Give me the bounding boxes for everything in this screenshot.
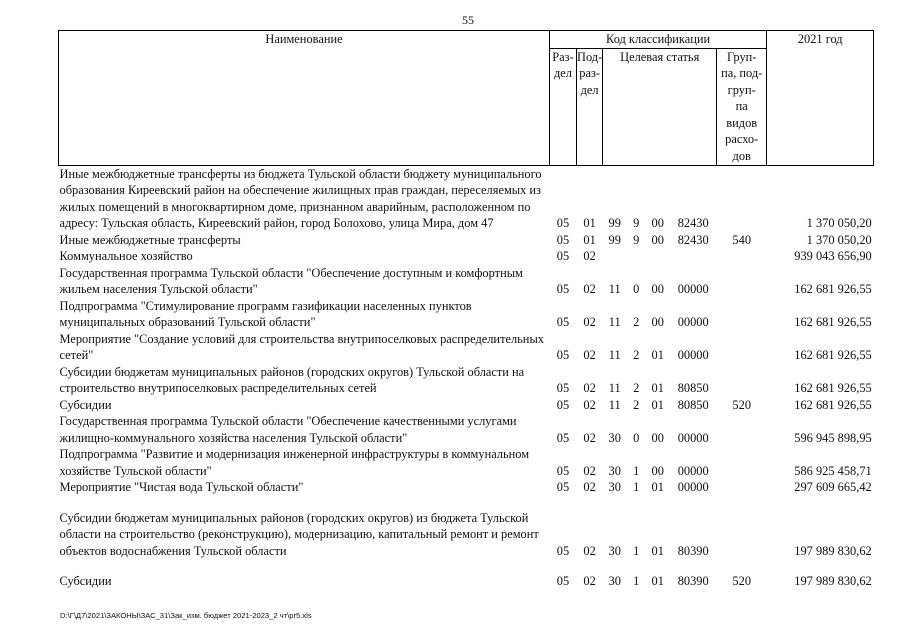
header-expense-group-line: дов (732, 148, 751, 163)
row-expense-group: 520 (732, 574, 752, 588)
row-expense-group (717, 331, 767, 364)
row-expense-group (717, 364, 767, 397)
row-podrazdel: 02 (583, 381, 596, 395)
row-expense-group (717, 446, 767, 479)
row-podrazdel: 01 (583, 216, 596, 230)
row-target-article-direction: 00000 (677, 282, 709, 296)
header-expense-group-line: расхо- (725, 132, 759, 146)
row-target-article-direction: 00000 (677, 463, 709, 478)
row-name: Субсидии бюджетам муниципальных районов (городских округов) из бюджета Тульской области на строительство (реконструкцию), модернизацию, капитальный ремонт и ремонт объектов водоснабжения Тульской области (59, 510, 539, 558)
row-target-article-program: 30 (608, 480, 621, 494)
row-target-article-direction: 80850 (677, 381, 709, 395)
row-podrazdel: 02 (583, 249, 596, 263)
table-row (59, 397, 874, 414)
table-row (59, 331, 874, 364)
header-podrazdel-line: Под- (577, 49, 603, 64)
header-name: Наименование (59, 31, 550, 166)
row-name: Мероприятие "Создание условий для строительства внутрипоселковых распределительных сетей" (59, 331, 544, 362)
row-target-article-subprogram: 2 (633, 315, 640, 329)
row-razdel: 05 (556, 463, 570, 478)
budget-table (58, 30, 874, 590)
row-target-article-direction: 00000 (677, 430, 709, 445)
row-name: Государственная программа Тульской области "Обеспечение качественными услугами жилищно-коммунального хозяйства населения Тульской области" (59, 414, 517, 445)
header-year: 2021 год (767, 31, 874, 166)
row-sum: 197 989 830,62 (794, 574, 872, 588)
row-target-article-program (603, 248, 627, 265)
table-row (59, 298, 874, 331)
row-target-article-event: 01 (651, 397, 664, 412)
row-name: Субсидии (59, 574, 112, 588)
row-sum: 162 681 926,55 (794, 348, 872, 362)
row-expense-group (717, 265, 767, 298)
table-row (59, 232, 874, 249)
row-target-article-program: 30 (608, 543, 621, 558)
page-number: 55 (462, 13, 474, 27)
row-target-article-direction: 80390 (677, 574, 709, 588)
row-sum: 939 043 656,90 (794, 249, 872, 263)
header-target-article: Целевая статья (603, 48, 717, 165)
row-target-article-subprogram: 1 (633, 463, 640, 478)
table-row (59, 446, 874, 479)
table-row (59, 413, 874, 446)
row-expense-group: 540 (732, 232, 752, 247)
row-target-article-event: 00 (651, 463, 664, 478)
row-target-article-direction: 00000 (677, 480, 709, 494)
row-razdel: 05 (556, 480, 570, 494)
table-header (59, 31, 874, 166)
row-expense-group: 520 (732, 397, 752, 412)
row-razdel: 05 (556, 397, 570, 412)
row-sum: 162 681 926,55 (794, 397, 872, 412)
row-podrazdel: 01 (583, 232, 596, 247)
table-row (59, 364, 874, 397)
row-expense-group (717, 413, 767, 446)
row-razdel: 05 (556, 574, 570, 588)
row-target-article-subprogram (627, 248, 646, 265)
row-razdel: 05 (556, 232, 570, 247)
row-target-article-subprogram: 0 (633, 430, 640, 445)
row-name: Подпрограмма "Развитие и модернизация инженерной инфраструктуры в коммунальном хозяйстве Тульской области" (59, 447, 530, 478)
row-sum: 162 681 926,55 (794, 381, 872, 395)
row-expense-group (717, 496, 767, 560)
row-target-article-subprogram: 0 (633, 282, 640, 296)
row-name: Государственная программа Тульской области "Обеспечение доступным и комфортным жильем населения Тульской области" (59, 265, 523, 296)
header-expense-group-line: па, под- (721, 66, 763, 80)
header-razdel (550, 48, 577, 165)
row-target-article-subprogram: 2 (633, 397, 640, 412)
row-target-article-direction: 80850 (677, 397, 709, 412)
header-podrazdel (577, 48, 603, 165)
header-expense-group-line: Груп- (727, 49, 757, 64)
row-target-article-subprogram: 1 (633, 574, 640, 588)
row-name: Иные межбюджетные трансферты (59, 232, 241, 247)
row-expense-group (717, 248, 767, 265)
row-razdel: 05 (556, 249, 570, 263)
row-target-article-event: 01 (651, 381, 664, 395)
row-target-article-event: 01 (651, 480, 664, 494)
row-sum: 1 370 050,20 (806, 232, 872, 247)
table-row (59, 165, 874, 232)
row-target-article-program: 11 (608, 397, 621, 412)
row-razdel: 05 (556, 381, 570, 395)
row-podrazdel: 02 (583, 348, 596, 362)
row-podrazdel: 02 (583, 463, 596, 478)
row-target-article-program: 11 (608, 315, 621, 329)
row-sum: 596 945 898,95 (794, 430, 872, 445)
row-target-article-program: 30 (608, 574, 621, 588)
row-target-article-direction: 82430 (677, 216, 709, 230)
row-expense-group (717, 298, 767, 331)
row-razdel: 05 (556, 430, 570, 445)
row-podrazdel: 02 (583, 543, 596, 558)
row-sum: 297 609 665,42 (794, 480, 872, 494)
row-target-article-event: 00 (651, 315, 664, 329)
row-name: Коммунальное хозяйство (59, 249, 193, 263)
row-sum: 586 925 458,71 (794, 463, 872, 478)
row-target-article-event: 01 (651, 574, 664, 588)
row-target-article-program: 11 (608, 282, 621, 296)
table-row (59, 248, 874, 265)
row-sum: 1 370 050,20 (806, 216, 872, 230)
header-podrazdel-line: дел (580, 82, 599, 97)
header-razdel-line: дел (554, 66, 572, 80)
row-name: Иные межбюджетные трансферты из бюджета Тульской области бюджету муниципального образования Киреевский район на обеспечение жилищных прав граждан, переселяемых из жилых помещений в многоквартирном доме, признанном аварийным, расположенном по адресу: Тульская область, Киреевский район, город Болохово, улица Мира, дом 47 (59, 166, 542, 230)
header-expense-group-line: груп- (727, 82, 756, 97)
table-row (59, 265, 874, 298)
header-expense-group (717, 48, 767, 165)
row-expense-group (717, 479, 767, 496)
row-sum: 162 681 926,55 (794, 315, 872, 329)
row-podrazdel: 02 (583, 282, 596, 296)
row-target-article-program: 11 (608, 348, 621, 362)
row-razdel: 05 (556, 348, 570, 362)
table-row (59, 559, 874, 590)
table-row (59, 496, 874, 560)
row-target-article-event: 00 (651, 232, 664, 247)
header-expense-group-line: видов (726, 115, 758, 130)
row-target-article-event: 00 (651, 430, 664, 445)
row-sum: 162 681 926,55 (794, 282, 872, 296)
row-podrazdel: 02 (583, 480, 596, 494)
table-body (59, 165, 874, 590)
row-target-article-program: 30 (608, 463, 621, 478)
row-target-article-direction: 00000 (677, 348, 709, 362)
row-podrazdel: 02 (583, 574, 596, 588)
row-target-article-event: 00 (651, 216, 664, 230)
row-target-article-event: 01 (651, 543, 664, 558)
row-target-article-program: 99 (608, 232, 621, 247)
row-target-article-event: 00 (651, 282, 664, 296)
row-target-article-program: 30 (608, 430, 621, 445)
header-razdel-line: Раз- (552, 49, 574, 64)
row-target-article-direction (670, 248, 717, 265)
row-razdel: 05 (556, 315, 570, 329)
row-target-article-subprogram: 9 (633, 232, 640, 247)
row-podrazdel: 02 (583, 315, 596, 329)
row-target-article-subprogram: 1 (633, 480, 640, 494)
row-target-article-subprogram: 1 (633, 543, 640, 558)
row-target-article-event: 01 (651, 348, 664, 362)
row-name: Мероприятие "Чистая вода Тульской области" (59, 480, 304, 494)
row-razdel: 05 (556, 282, 570, 296)
row-razdel: 05 (556, 216, 570, 230)
row-target-article-direction: 82430 (677, 232, 709, 247)
row-target-article-subprogram: 2 (633, 381, 640, 395)
row-name: Субсидии бюджетам муниципальных районов (городских округов) Тульской области на строительство внутрипоселковых распределительных сетей (59, 364, 525, 395)
row-podrazdel: 02 (583, 397, 596, 412)
row-target-article-event (646, 248, 670, 265)
row-podrazdel: 02 (583, 430, 596, 445)
row-name: Субсидии (59, 397, 112, 412)
footer-file-path: D:\Г\Д7\2021\ЗАКОНЫ\ЗАС_31\Зак_изм. бюджет 2021-2023_2 чт\pr5.xls (60, 611, 312, 620)
row-name: Подпрограмма "Стимулирование программ газификации населенных пунктов муниципальных образований Тульской области" (59, 298, 472, 329)
row-target-article-program: 99 (608, 216, 621, 230)
row-sum: 197 989 830,62 (794, 543, 872, 558)
row-expense-group (717, 165, 767, 232)
header-podrazdel-line: раз- (579, 66, 600, 80)
table-row (59, 479, 874, 496)
row-target-article-program: 11 (608, 381, 621, 395)
row-target-article-direction: 00000 (677, 315, 709, 329)
row-target-article-subprogram: 2 (633, 348, 640, 362)
row-target-article-direction: 80390 (677, 543, 709, 558)
header-expense-group-line: па (735, 99, 748, 113)
header-classification-code: Код классификации (550, 31, 767, 49)
row-target-article-subprogram: 9 (633, 216, 640, 230)
row-razdel: 05 (556, 543, 570, 558)
